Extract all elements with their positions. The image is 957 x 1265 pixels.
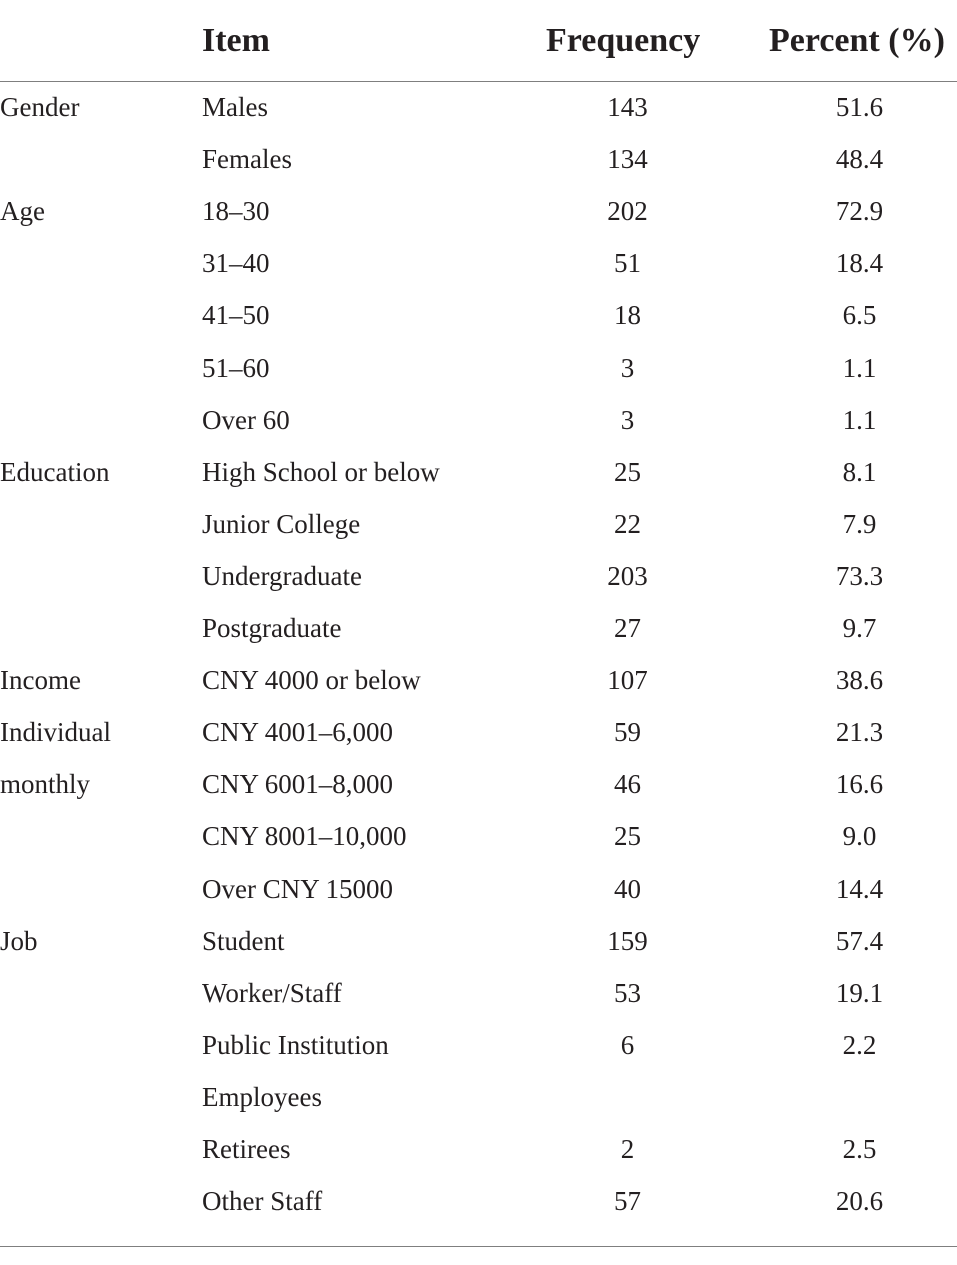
- header-percent: Percent (%): [769, 22, 945, 59]
- cell-percent: 20.6: [835, 1186, 884, 1217]
- cell-percent: 72.9: [835, 196, 884, 227]
- table-row: [0, 550, 957, 602]
- table-row: [0, 133, 957, 185]
- table-row: [0, 706, 957, 758]
- cell-percent: 73.3: [835, 560, 884, 591]
- cell-item: CNY 4000 or below: [202, 665, 421, 696]
- cell-frequency: 53: [614, 977, 641, 1008]
- cell-category: Individual: [0, 717, 111, 748]
- cell-item: Undergraduate: [202, 560, 362, 591]
- cell-frequency: 134: [607, 144, 648, 175]
- table-row: [0, 1175, 957, 1227]
- cell-item: Over CNY 15000: [202, 873, 393, 904]
- table-row: [0, 237, 957, 289]
- cell-item: Other Staff: [202, 1186, 323, 1217]
- cell-frequency: 25: [614, 821, 641, 852]
- cell-item: Junior College: [202, 508, 361, 539]
- cell-percent: 7.9: [842, 508, 877, 539]
- cell-item: Males: [202, 92, 268, 122]
- cell-item: 18–30: [202, 196, 270, 227]
- cell-category: Gender: [0, 92, 80, 122]
- table-row: [0, 289, 957, 341]
- table-row: [0, 863, 957, 915]
- table-row: [0, 654, 957, 706]
- cell-percent: 2.2: [842, 1029, 877, 1060]
- table-row: [0, 915, 957, 967]
- cell-item: CNY 6001–8,000: [202, 769, 394, 800]
- cell-frequency: 57: [614, 1186, 641, 1217]
- cell-item: Employees: [202, 1081, 322, 1112]
- cell-percent: 14.4: [835, 873, 884, 904]
- cell-category: Education: [0, 456, 110, 487]
- cell-frequency: 27: [614, 613, 641, 643]
- cell-category: Job: [0, 925, 38, 956]
- cell-percent: 38.6: [835, 665, 884, 696]
- table-row: [0, 446, 957, 498]
- cell-percent: 8.1: [842, 456, 877, 487]
- cell-item: Postgraduate: [202, 613, 342, 643]
- cell-frequency: 18: [614, 300, 641, 331]
- cell-percent: 2.5: [842, 1134, 877, 1164]
- cell-item: 31–40: [202, 248, 270, 279]
- cell-percent: 48.4: [835, 144, 884, 175]
- table-row: [0, 1123, 957, 1175]
- table-row: [0, 602, 957, 654]
- cell-frequency: 46: [614, 769, 641, 800]
- table-row: [0, 81, 957, 133]
- table-row: [0, 967, 957, 1019]
- cell-item: Females: [202, 144, 292, 175]
- cell-frequency: 143: [607, 92, 648, 122]
- header-frequency: Frequency: [546, 22, 701, 59]
- cell-frequency: 2: [620, 1134, 635, 1164]
- table-row: [0, 394, 957, 446]
- cell-percent: 9.0: [842, 821, 877, 852]
- bottom-rule: [0, 1246, 957, 1247]
- header-item: Item: [202, 22, 270, 59]
- cell-frequency: 202: [607, 196, 648, 227]
- table-row: [0, 342, 957, 394]
- table-row: [0, 810, 957, 862]
- cell-item: High School or below: [202, 456, 440, 487]
- cell-frequency: 22: [614, 508, 641, 539]
- cell-category: monthly: [0, 769, 91, 800]
- cell-percent: 1.1: [842, 404, 877, 435]
- cell-category: Age: [0, 196, 45, 227]
- table-row: [0, 1071, 957, 1123]
- cell-percent: 6.5: [842, 300, 877, 331]
- cell-frequency: 159: [607, 925, 648, 956]
- cell-percent: 51.6: [835, 92, 884, 122]
- cell-frequency: 59: [614, 717, 641, 748]
- cell-item: CNY 4001–6,000: [202, 717, 394, 748]
- cell-item: Public Institution: [202, 1029, 389, 1060]
- cell-frequency: 25: [614, 456, 641, 487]
- cell-percent: 21.3: [835, 717, 884, 748]
- cell-frequency: 3: [620, 404, 635, 435]
- cell-percent: 19.1: [835, 977, 884, 1008]
- cell-item: 41–50: [202, 300, 270, 331]
- cell-item: Retirees: [202, 1134, 291, 1164]
- cell-item: 51–60: [202, 352, 270, 383]
- cell-category: Income: [0, 665, 81, 696]
- cell-percent: 57.4: [835, 925, 884, 956]
- cell-item: Student: [202, 925, 285, 956]
- cell-frequency: 40: [614, 873, 641, 904]
- cell-item: Worker/Staff: [202, 977, 342, 1008]
- cell-percent: 1.1: [842, 352, 877, 383]
- cell-item: Over 60: [202, 404, 290, 435]
- cell-frequency: 6: [620, 1029, 635, 1060]
- cell-percent: 9.7: [842, 613, 877, 643]
- cell-item: CNY 8001–10,000: [202, 821, 407, 852]
- cell-frequency: 203: [607, 560, 648, 591]
- cell-frequency: 107: [607, 665, 648, 696]
- cell-frequency: 51: [614, 248, 641, 279]
- table-row: [0, 758, 957, 810]
- table-row: [0, 498, 957, 550]
- cell-percent: 18.4: [835, 248, 884, 279]
- table-row: [0, 185, 957, 237]
- table-row: [0, 1019, 957, 1071]
- cell-frequency: 3: [620, 352, 635, 383]
- cell-percent: 16.6: [835, 769, 884, 800]
